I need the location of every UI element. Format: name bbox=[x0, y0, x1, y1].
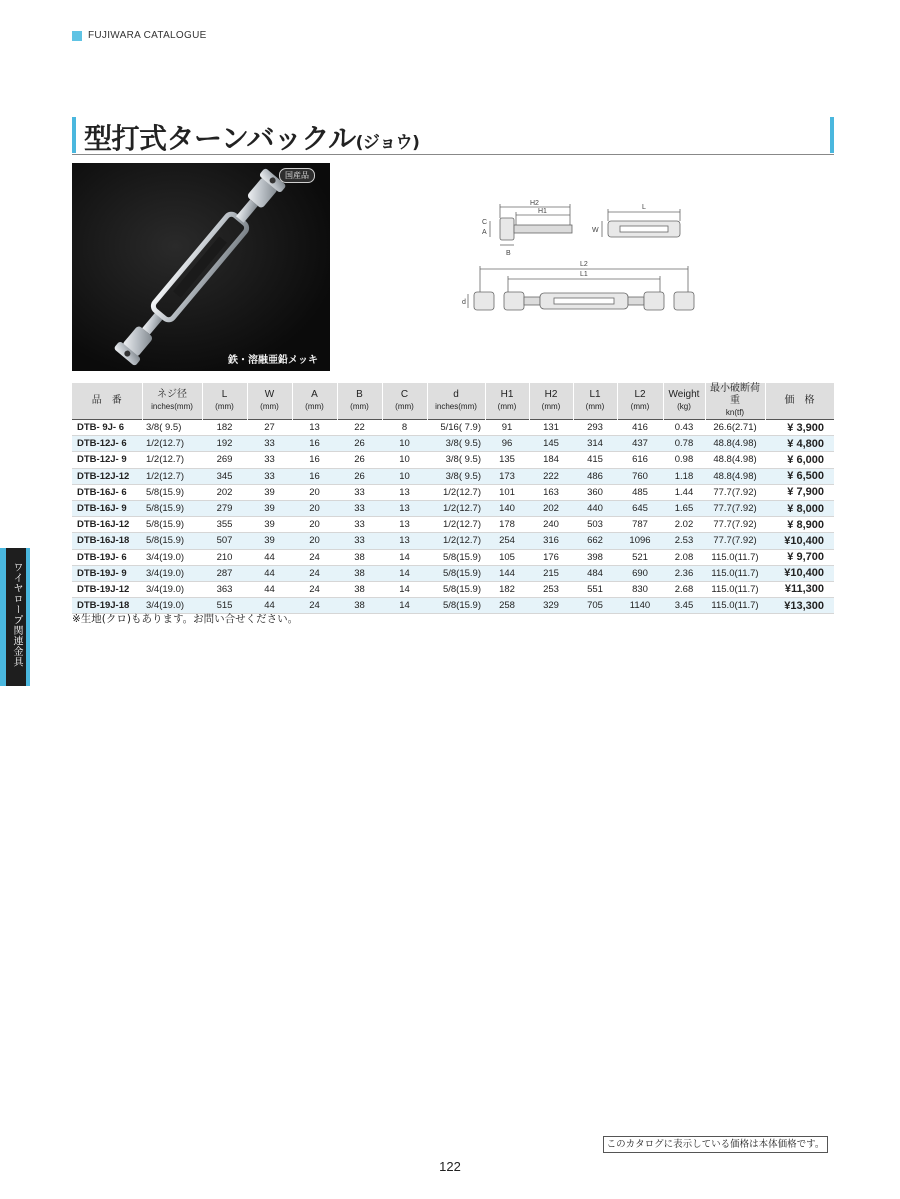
table-cell: 3/4(19.0) bbox=[142, 598, 202, 614]
table-row bbox=[72, 436, 834, 452]
product-code-cell: DTB-16J-12 bbox=[72, 517, 142, 533]
table-cell: 20 bbox=[292, 533, 337, 549]
table-cell: 163 bbox=[529, 484, 573, 500]
table-cell: 33 bbox=[247, 468, 292, 484]
price-cell: ¥10,400 bbox=[765, 533, 834, 549]
table-cell: 178 bbox=[485, 517, 529, 533]
table-cell: 222 bbox=[529, 468, 573, 484]
column-header bbox=[765, 383, 834, 420]
label-w: W bbox=[592, 227, 599, 234]
table-cell: 44 bbox=[247, 565, 292, 581]
table-cell: 182 bbox=[202, 420, 247, 436]
label-h1: H1 bbox=[538, 208, 547, 215]
table-cell: 44 bbox=[247, 581, 292, 597]
table-cell: 26 bbox=[337, 468, 382, 484]
table-cell: 26 bbox=[337, 452, 382, 468]
column-header-main: H1 bbox=[500, 389, 514, 400]
page-title bbox=[84, 117, 419, 157]
column-header-unit: (mm) bbox=[395, 402, 414, 411]
column-header-unit: (mm) bbox=[630, 402, 650, 411]
table-cell: 131 bbox=[529, 420, 573, 436]
table-cell: 16 bbox=[292, 436, 337, 452]
table-cell: 503 bbox=[573, 517, 617, 533]
table-cell: 115.0(11.7) bbox=[705, 598, 765, 614]
table-cell: 77.7(7.92) bbox=[705, 533, 765, 549]
table-cell: 2.08 bbox=[663, 549, 705, 565]
column-header bbox=[573, 383, 617, 420]
table-cell: 13 bbox=[382, 533, 427, 549]
table-cell: 173 bbox=[485, 468, 529, 484]
brand-label: FUJIWARA CATALOGUE bbox=[88, 30, 207, 41]
table-cell: 39 bbox=[247, 500, 292, 516]
column-header-main: 最小破断荷重 bbox=[710, 383, 760, 406]
table-cell: 202 bbox=[202, 484, 247, 500]
product-photo bbox=[72, 163, 330, 371]
product-code-cell: DTB-19J- 6 bbox=[72, 549, 142, 565]
table-cell: 26 bbox=[337, 436, 382, 452]
table-cell: 5/8(15.9) bbox=[142, 517, 202, 533]
table-cell: 22 bbox=[337, 420, 382, 436]
column-header bbox=[337, 383, 382, 420]
table-cell: 176 bbox=[529, 549, 573, 565]
table-cell: 13 bbox=[382, 500, 427, 516]
table-cell: 0.78 bbox=[663, 436, 705, 452]
price-cell: ¥10,400 bbox=[765, 565, 834, 581]
table-cell: 787 bbox=[617, 517, 663, 533]
table-cell: 105 bbox=[485, 549, 529, 565]
column-header-main: L1 bbox=[589, 389, 601, 400]
table-cell: 1/2(12.7) bbox=[427, 484, 485, 500]
price-cell: ¥ 9,700 bbox=[765, 549, 834, 565]
table-cell: 1/2(12.7) bbox=[142, 436, 202, 452]
label-c: C bbox=[482, 219, 488, 226]
price-cell: ¥ 8,900 bbox=[765, 517, 834, 533]
table-cell: 398 bbox=[573, 549, 617, 565]
product-code-cell: DTB-12J- 6 bbox=[72, 436, 142, 452]
page-number: 122 bbox=[439, 1159, 461, 1174]
price-cell: ¥ 8,000 bbox=[765, 500, 834, 516]
section-side-tab bbox=[0, 548, 30, 686]
table-row bbox=[72, 468, 834, 484]
table-cell: 1/2(12.7) bbox=[427, 517, 485, 533]
price-note: このカタログに表示している価格は本体価格です。 bbox=[603, 1136, 828, 1153]
product-code-cell: DTB-19J- 9 bbox=[72, 565, 142, 581]
table-row bbox=[72, 565, 834, 581]
table-cell: 240 bbox=[529, 517, 573, 533]
price-cell: ¥ 7,900 bbox=[765, 484, 834, 500]
column-header-unit: (mm) bbox=[541, 402, 561, 411]
table-cell: 16 bbox=[292, 452, 337, 468]
table-cell: 192 bbox=[202, 436, 247, 452]
table-cell: 360 bbox=[573, 484, 617, 500]
table-cell: 515 bbox=[202, 598, 247, 614]
table-cell: 96 bbox=[485, 436, 529, 452]
table-cell: 484 bbox=[573, 565, 617, 581]
column-header-main: d bbox=[453, 389, 459, 400]
table-cell: 48.8(4.98) bbox=[705, 468, 765, 484]
label-l2: L2 bbox=[580, 261, 588, 268]
table-cell: 33 bbox=[247, 452, 292, 468]
label-l1: L1 bbox=[580, 271, 588, 278]
column-header-main: H2 bbox=[544, 389, 558, 400]
table-cell: 24 bbox=[292, 581, 337, 597]
column-header bbox=[247, 383, 292, 420]
column-header-main: Weight bbox=[668, 389, 700, 400]
table-cell: 258 bbox=[485, 598, 529, 614]
table-cell: 2.02 bbox=[663, 517, 705, 533]
table-cell: 10 bbox=[382, 436, 427, 452]
column-header bbox=[427, 383, 485, 420]
column-header-unit: kn(tf) bbox=[725, 408, 745, 417]
table-cell: 2.36 bbox=[663, 565, 705, 581]
table-cell: 253 bbox=[529, 581, 573, 597]
table-cell: 1.44 bbox=[663, 484, 705, 500]
table-header-row bbox=[72, 383, 834, 420]
table-cell: 13 bbox=[292, 420, 337, 436]
column-header-unit: (mm) bbox=[260, 402, 279, 411]
product-code-cell: DTB-19J-12 bbox=[72, 581, 142, 597]
table-cell: 77.7(7.92) bbox=[705, 500, 765, 516]
price-cell: ¥11,300 bbox=[765, 581, 834, 597]
table-row bbox=[72, 420, 834, 436]
column-header-main: L bbox=[221, 389, 228, 400]
table-cell: 1140 bbox=[617, 598, 663, 614]
table-cell: 0.98 bbox=[663, 452, 705, 468]
table-cell: 355 bbox=[202, 517, 247, 533]
table-cell: 293 bbox=[573, 420, 617, 436]
table-cell: 254 bbox=[485, 533, 529, 549]
label-a: A bbox=[482, 229, 487, 236]
dimension-diagram bbox=[460, 195, 700, 330]
table-cell: 662 bbox=[573, 533, 617, 549]
table-cell: 3/8( 9.5) bbox=[427, 468, 485, 484]
table-cell: 830 bbox=[617, 581, 663, 597]
price-cell: ¥ 6,500 bbox=[765, 468, 834, 484]
label-l: L bbox=[642, 204, 646, 211]
table-cell: 10 bbox=[382, 468, 427, 484]
table-cell: 316 bbox=[529, 533, 573, 549]
table-cell: 329 bbox=[529, 598, 573, 614]
label-h2: H2 bbox=[530, 200, 539, 207]
table-cell: 1/2(12.7) bbox=[142, 452, 202, 468]
page-title-block bbox=[72, 115, 834, 155]
column-header bbox=[705, 383, 765, 420]
table-cell: 24 bbox=[292, 565, 337, 581]
column-header-main: ネジ径 bbox=[157, 389, 187, 400]
table-cell: 440 bbox=[573, 500, 617, 516]
title-sub: (ジョウ) bbox=[355, 133, 420, 153]
table-cell: 690 bbox=[617, 565, 663, 581]
table-cell: 345 bbox=[202, 468, 247, 484]
label-d: d bbox=[462, 299, 466, 306]
table-cell: 33 bbox=[337, 500, 382, 516]
table-cell: 210 bbox=[202, 549, 247, 565]
material-caption: 鉄・溶融亜鉛メッキ bbox=[228, 355, 318, 366]
table-cell: 202 bbox=[529, 500, 573, 516]
table-cell: 77.7(7.92) bbox=[705, 517, 765, 533]
table-cell: 27 bbox=[247, 420, 292, 436]
price-cell: ¥ 6,000 bbox=[765, 452, 834, 468]
table-cell: 145 bbox=[529, 436, 573, 452]
table-cell: 645 bbox=[617, 500, 663, 516]
table-cell: 5/8(15.9) bbox=[427, 549, 485, 565]
table-cell: 144 bbox=[485, 565, 529, 581]
table-cell: 26.6(2.71) bbox=[705, 420, 765, 436]
table-cell: 39 bbox=[247, 533, 292, 549]
column-header-unit: inches(mm) bbox=[151, 402, 193, 411]
table-cell: 44 bbox=[247, 598, 292, 614]
table-cell: 13 bbox=[382, 484, 427, 500]
table-cell: 184 bbox=[529, 452, 573, 468]
column-header bbox=[529, 383, 573, 420]
table-cell: 521 bbox=[617, 549, 663, 565]
table-cell: 48.8(4.98) bbox=[705, 452, 765, 468]
side-tab-label: ワイヤロープ関連金具 bbox=[11, 562, 22, 667]
table-row bbox=[72, 500, 834, 516]
table-cell: 33 bbox=[337, 484, 382, 500]
table-cell: 77.7(7.92) bbox=[705, 484, 765, 500]
table-cell: 3/8( 9.5) bbox=[142, 420, 202, 436]
column-header bbox=[382, 383, 427, 420]
column-header-unit: (mm) bbox=[215, 402, 234, 411]
product-code-cell: DTB-16J- 6 bbox=[72, 484, 142, 500]
table-cell: 3/4(19.0) bbox=[142, 565, 202, 581]
table-cell: 24 bbox=[292, 549, 337, 565]
price-cell: ¥ 4,800 bbox=[765, 436, 834, 452]
column-header bbox=[142, 383, 202, 420]
table-cell: 38 bbox=[337, 581, 382, 597]
table-cell: 33 bbox=[337, 533, 382, 549]
column-header-main: W bbox=[264, 389, 275, 400]
product-code-cell: DTB-16J- 9 bbox=[72, 500, 142, 516]
column-header-main: 価 格 bbox=[784, 395, 815, 406]
column-header-unit: (mm) bbox=[497, 402, 517, 411]
table-cell: 10 bbox=[382, 452, 427, 468]
product-code-cell: DTB- 9J- 6 bbox=[72, 420, 142, 436]
table-cell: 314 bbox=[573, 436, 617, 452]
table-body bbox=[72, 420, 834, 614]
table-cell: 20 bbox=[292, 484, 337, 500]
column-header bbox=[72, 383, 142, 420]
table-row bbox=[72, 484, 834, 500]
table-cell: 16 bbox=[292, 468, 337, 484]
table-row bbox=[72, 533, 834, 549]
table-cell: 551 bbox=[573, 581, 617, 597]
table-cell: 5/8(15.9) bbox=[142, 500, 202, 516]
table-cell: 1/2(12.7) bbox=[142, 468, 202, 484]
table-cell: 5/8(15.9) bbox=[427, 565, 485, 581]
table-cell: 33 bbox=[247, 436, 292, 452]
table-cell: 39 bbox=[247, 517, 292, 533]
table-cell: 44 bbox=[247, 549, 292, 565]
price-cell: ¥13,300 bbox=[765, 598, 834, 614]
table-row bbox=[72, 452, 834, 468]
table-cell: 5/8(15.9) bbox=[427, 598, 485, 614]
table-cell: 38 bbox=[337, 565, 382, 581]
column-header-main: L2 bbox=[634, 389, 646, 400]
product-code-cell: DTB-16J-18 bbox=[72, 533, 142, 549]
table-cell: 33 bbox=[337, 517, 382, 533]
table-cell: 135 bbox=[485, 452, 529, 468]
table-cell: 1.65 bbox=[663, 500, 705, 516]
column-header bbox=[292, 383, 337, 420]
table-cell: 3/4(19.0) bbox=[142, 549, 202, 565]
table-cell: 3/4(19.0) bbox=[142, 581, 202, 597]
product-code-cell: DTB-19J-18 bbox=[72, 598, 142, 614]
brand-square-icon bbox=[72, 31, 82, 41]
product-code-cell: DTB-12J- 9 bbox=[72, 452, 142, 468]
title-accent-left bbox=[72, 117, 76, 153]
column-header-main: B bbox=[356, 389, 363, 400]
table-cell: 215 bbox=[529, 565, 573, 581]
table-cell: 115.0(11.7) bbox=[705, 581, 765, 597]
table-cell: 3/8( 9.5) bbox=[427, 452, 485, 468]
table-cell: 1/2(12.7) bbox=[427, 533, 485, 549]
table-cell: 5/8(15.9) bbox=[427, 581, 485, 597]
table-cell: 5/16( 7.9) bbox=[427, 420, 485, 436]
table-cell: 485 bbox=[617, 484, 663, 500]
table-cell: 363 bbox=[202, 581, 247, 597]
title-accent-right bbox=[830, 117, 834, 153]
price-cell: ¥ 3,900 bbox=[765, 420, 834, 436]
table-cell: 38 bbox=[337, 598, 382, 614]
table-cell: 1096 bbox=[617, 533, 663, 549]
table-cell: 437 bbox=[617, 436, 663, 452]
table-cell: 8 bbox=[382, 420, 427, 436]
product-code-cell: DTB-12J-12 bbox=[72, 468, 142, 484]
title-main: 型打式ターンバックル bbox=[84, 122, 356, 155]
table-cell: 91 bbox=[485, 420, 529, 436]
catalogue-header bbox=[72, 30, 207, 41]
turnbuckle-illustration bbox=[72, 163, 330, 371]
table-cell: 115.0(11.7) bbox=[705, 565, 765, 581]
column-header bbox=[617, 383, 663, 420]
table-row bbox=[72, 549, 834, 565]
column-header-main: 品 番 bbox=[91, 395, 122, 406]
column-header-main: A bbox=[311, 389, 318, 400]
table-cell: 507 bbox=[202, 533, 247, 549]
column-header-unit: (mm) bbox=[350, 402, 369, 411]
table-cell: 287 bbox=[202, 565, 247, 581]
table-row bbox=[72, 581, 834, 597]
table-cell: 486 bbox=[573, 468, 617, 484]
table-cell: 269 bbox=[202, 452, 247, 468]
column-header-main: C bbox=[400, 389, 409, 400]
table-cell: 14 bbox=[382, 549, 427, 565]
table-cell: 5/8(15.9) bbox=[142, 533, 202, 549]
table-cell: 3.45 bbox=[663, 598, 705, 614]
column-header bbox=[202, 383, 247, 420]
column-header-unit: inches(mm) bbox=[435, 402, 477, 411]
table-cell: 14 bbox=[382, 581, 427, 597]
table-cell: 616 bbox=[617, 452, 663, 468]
table-cell: 1/2(12.7) bbox=[427, 500, 485, 516]
column-header bbox=[663, 383, 705, 420]
table-cell: 705 bbox=[573, 598, 617, 614]
footnote: ※生地(クロ)もあります。お問い合せください。 bbox=[72, 613, 299, 625]
table-cell: 416 bbox=[617, 420, 663, 436]
table-cell: 415 bbox=[573, 452, 617, 468]
table-cell: 3/8( 9.5) bbox=[427, 436, 485, 452]
table-row bbox=[72, 517, 834, 533]
table-cell: 5/8(15.9) bbox=[142, 484, 202, 500]
table-cell: 101 bbox=[485, 484, 529, 500]
table-cell: 14 bbox=[382, 598, 427, 614]
column-header bbox=[485, 383, 529, 420]
table-cell: 760 bbox=[617, 468, 663, 484]
table-cell: 140 bbox=[485, 500, 529, 516]
table-cell: 182 bbox=[485, 581, 529, 597]
table-cell: 115.0(11.7) bbox=[705, 549, 765, 565]
column-header-unit: (mm) bbox=[585, 402, 605, 411]
table-cell: 2.68 bbox=[663, 581, 705, 597]
table-cell: 279 bbox=[202, 500, 247, 516]
label-b: B bbox=[506, 250, 511, 257]
table-cell: 48.8(4.98) bbox=[705, 436, 765, 452]
table-cell: 38 bbox=[337, 549, 382, 565]
column-header-unit: (mm) bbox=[305, 402, 324, 411]
table-cell: 13 bbox=[382, 517, 427, 533]
table-cell: 0.43 bbox=[663, 420, 705, 436]
table-cell: 2.53 bbox=[663, 533, 705, 549]
spec-table bbox=[72, 383, 835, 614]
domestic-product-badge: 国産品 bbox=[279, 168, 315, 183]
table-cell: 14 bbox=[382, 565, 427, 581]
table-cell: 20 bbox=[292, 517, 337, 533]
column-header-unit: (kg) bbox=[677, 402, 691, 411]
table-cell: 1.18 bbox=[663, 468, 705, 484]
table-cell: 24 bbox=[292, 598, 337, 614]
table-cell: 39 bbox=[247, 484, 292, 500]
table-cell: 20 bbox=[292, 500, 337, 516]
